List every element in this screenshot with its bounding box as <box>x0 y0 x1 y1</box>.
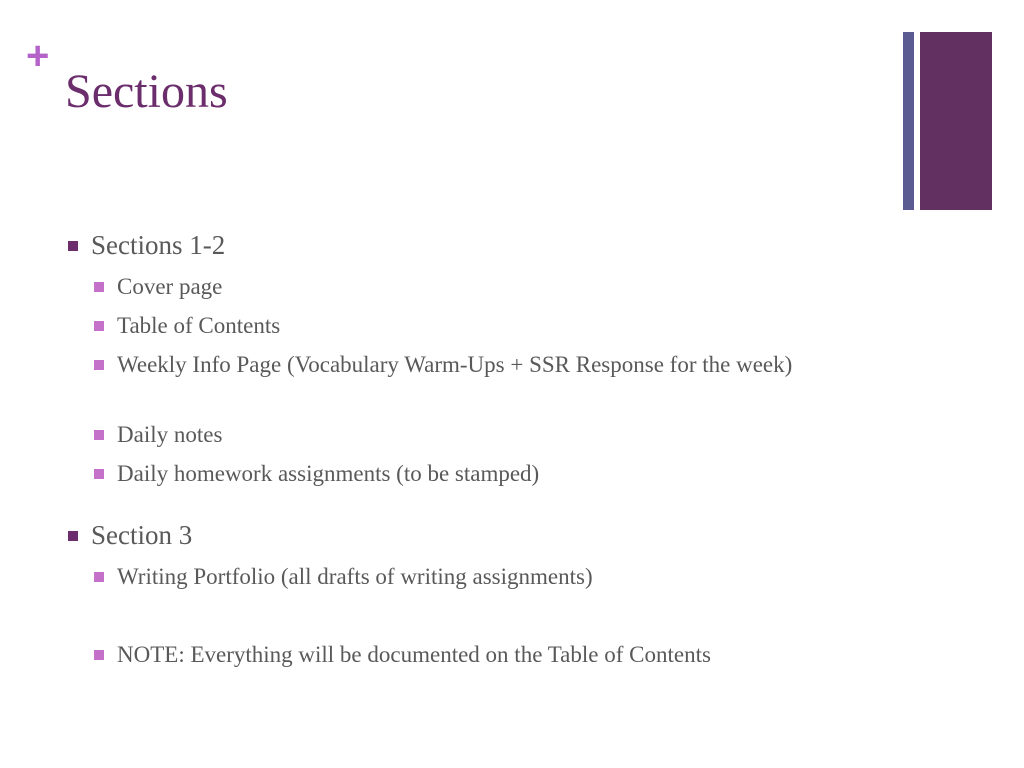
level2-bullet-icon <box>94 360 104 370</box>
plus-icon: + <box>26 34 50 78</box>
slide-title: Sections <box>65 65 228 118</box>
list-item: Writing Portfolio (all drafts of writing assignments) <box>117 564 593 589</box>
list-item: NOTE: Everything will be documented on the Table of Contents <box>117 642 711 667</box>
level2-bullet-icon <box>94 321 104 331</box>
level2-bullet-icon <box>94 430 104 440</box>
level2-bullet-icon <box>94 282 104 292</box>
level2-bullet-icon <box>94 572 104 582</box>
section-heading: Section 3 <box>91 520 193 550</box>
level2-bullet-icon <box>94 650 104 660</box>
list-item: Cover page <box>117 274 223 299</box>
level1-bullet-icon <box>68 531 78 541</box>
level2-bullet-icon <box>94 469 104 479</box>
list-item: Daily homework assignments (to be stamped) <box>117 461 540 486</box>
level1-bullet-icon <box>68 241 78 251</box>
section-heading: Sections 1-2 <box>91 230 226 260</box>
list-item: Daily notes <box>117 422 223 447</box>
list-item: Weekly Info Page (Vocabulary Warm-Ups + SSR Response for the week) <box>117 352 793 377</box>
list-item: Table of Contents <box>117 313 281 338</box>
